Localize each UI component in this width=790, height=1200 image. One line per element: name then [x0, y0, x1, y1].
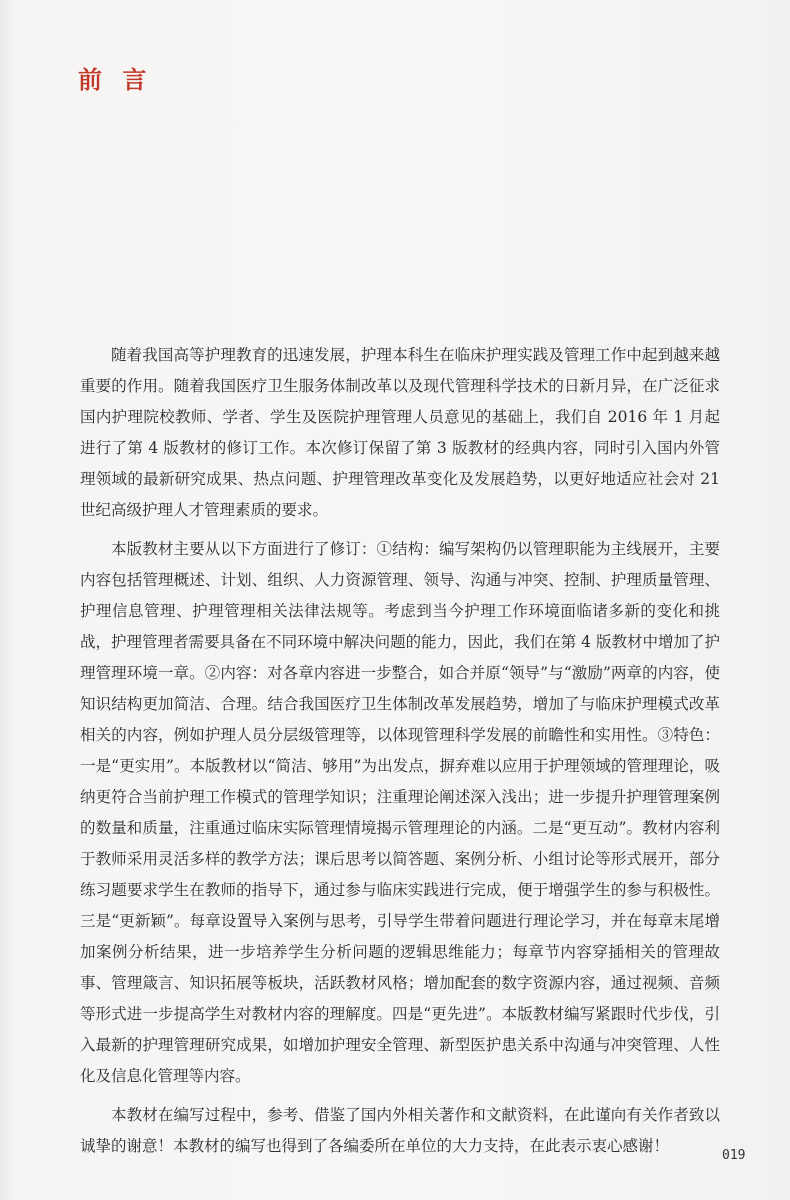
page-number: 019: [722, 1148, 746, 1163]
paragraph-1: 随着我国高等护理教育的迅速发展，护理本科生在临床护理实践及管理工作中起到越来越重要的作用。随着我国医疗卫生服务体制改革以及现代管理科学技术的日新月异，在广泛征求国内护理院校教师、学者、学生及医院护理管理人员意见的基础上，我们自 2016 年 1 月起进行了第 4 版教材的修订工作。本次修订保留了第 3 版教材的经典内容，同时引入国内外管理领域的最新研究成果、热点问题、护理管理改革变化及发展趋势，以更好地适应社会对 21 世纪高级护理人才管理素质的要求。: [80, 346, 720, 519]
paragraph-3: 本教材在编写过程中，参考、借鉴了国内外相关著作和文献资料，在此谨向有关作者致以诚挚的谢意！本教材的编写也得到了各编委所在单位的大力支持，在此表示衷心感谢！: [80, 1106, 720, 1155]
paragraph-2: 本版教材主要从以下方面进行了修订：①结构：编写架构仍以管理职能为主线展开，主要内容包括管理概述、计划、组织、人力资源管理、领导、沟通与冲突、控制、护理质量管理、护理信息管理、护理管理相关法律法规等。考虑到当今护理工作环境面临诸多新的变化和挑战，护理管理者需要具备在不同环境中解决问题的能力，因此，我们在第 4 版教材中增加了护理管理环境一章。②内容：对各章内容进一步整合，如合并原“领导”与“激励”两章的内容，使知识结构更加简洁、合理。结合我国医疗卫生体制改革发展趋势，增加了与临床护理模式改革相关的内容，例如护理人员分层级管理等，以体现管理科学发展的前瞻性和实用性。③特色：一是“更实用”。本版教材以“简洁、够用”为出发点，摒弃难以应用于护理领域的管理理论，吸纳更符合当前护理工作模式的管理学知识；注重理论阐述深入浅出；进一步提升护理管理案例的数量和质量，注重通过临床实际管理情境揭示管理理论的内涵。二是“更互动”。教材内容利于教师采用灵活多样的教学方法；课后思考以简答题、案例分析、小组讨论等形式展开，部分练习题要求学生在教师的指导下，通过参与临床实践进行完成，便于增强学生的参与积极性。三是“更新颖”。每章设置导入案例与思考，引导学生带着问题进行理论学习，并在每章末尾增加案例分析结果，进一步培养学生分析问题的逻辑思维能力；每章节内容穿插相关的管理故事、管理箴言、知识拓展等板块，活跃教材风格；增加配套的数字资源内容，通过视频、音频等形式进一步提高学生对教材内容的理解度。四是“更先进”。本版教材编写紧跟时代步伐，引入最新的护理管理研究成果，如增加护理安全管理、新型医护患关系中沟通与冲突管理、人性化及信息化管理等内容。: [80, 540, 720, 1085]
preface-body: [80, 340, 720, 1170]
bleed-through-texture: [170, 62, 770, 90]
page-title: 前 言: [78, 65, 153, 94]
